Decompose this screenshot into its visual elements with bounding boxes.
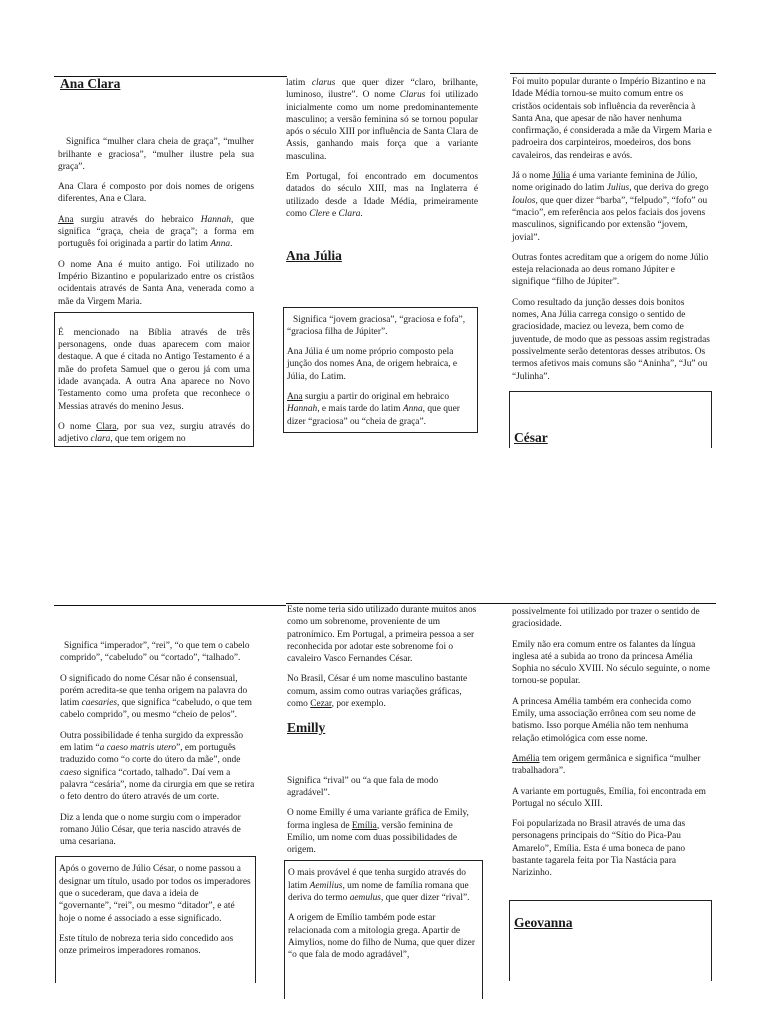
paragraph: A origem de Emílio também pode estar relacionada com a mitologia grega. Apartir de Aimylios, nome do filho de Numa, que quer dizer “o que fala de modo agradável”,: [288, 913, 475, 961]
paragraph: Este título de nobreza teria sido concedido aos onze primeiros imperadores romanos.: [59, 933, 234, 957]
paragraph: latim clarus que quer dizer “claro, brilhante, luminoso, ilustre”. O nome Clarus foi utilizado inicialmente como um nome predominantemente masculino; a versão feminina só se tornou popular após o século XIII por influência de Santa Clara de Assis, ganhando mais força que a variante masculina.: [286, 78, 479, 162]
paragraph: Este nome teria sido utilizado durante muitos anos como um sobrenome, proveniente de um patronímico. Em Portugal, a primeira pessoa a ser reconhecida por adotar este sobrenome foi o cavaleiro Vasco Fernandes César.: [287, 605, 477, 665]
paragraph: Ana Júlia é um nome próprio composto pela junção dos nomes Ana, de origem hebraica, e Júlia, do Latim.: [287, 347, 457, 382]
text-box: [283, 307, 478, 433]
paragraph: Diz a lenda que o nome surgiu com o imperador romano Júlio César, que teria nascido através de uma cesariana.: [60, 812, 241, 848]
paragraph: Significa “imperador”, “rei”, “o que tem o cabelo comprido”, “cabeludo” ou “cortado”, “talhado”.: [60, 641, 250, 664]
heading-cesar: César: [514, 429, 548, 445]
paragraph: Significa “mulher clara cheia de graça”, “mulher brilhante e graciosa”, “mulher ilustre pela sua graça”.: [58, 137, 254, 172]
text-box: [54, 312, 254, 447]
heading-ana-julia: Ana Júlia: [286, 248, 342, 264]
heading-geovanna: Geovanna: [514, 914, 573, 930]
paragraph: Após o governo de Júlio César, o nome passou a designar um título, usado por todos os imperadores que o sucederam, que dava a ideia de “governante”, “rei”, ou mesmo “ditador”, e até hoje o nome é associado a esse significado.: [59, 864, 251, 924]
paragraph: Em Portugal, foi encontrado em documentos datados do século XIII, mas na Inglaterra é utilizado desde a Idade Média, primeiramente como Clere e Clara.: [286, 172, 478, 219]
text-box: [284, 860, 483, 999]
paragraph: O nome Clara, por sua vez, surgiu através do adjetivo clara, que tem origem no: [58, 421, 250, 445]
paragraph: Emily não era comum entre os falantes da língua inglesa até a subida ao trono da princesa Amélia Sophia no século XVIII. No século seguinte, o nome tornou-se popular.: [512, 639, 710, 687]
heading-ana-clara: Ana Clara: [60, 76, 121, 91]
paragraph: Outra possibilidade é tenha surgido da expressão em latim “a caeso matris utero”, em português traduzido como “o corte do útero da mãe”, onde caeso significa “cortado, talhado”. Daí vem a palavra “cesária”, nome da cirurgia em que se retira o feto dentro do útero através de um corte.: [60, 730, 255, 803]
paragraph: Ana Clara é composto por dois nomes de origens diferentes, Ana e Clara.: [58, 182, 254, 205]
paragraph: O mais provável é que tenha surgido através do latim Aemilius, um nome de família romana que deriva do termo aemulus, que quer dizer “rival”.: [288, 868, 470, 904]
column-emilly: [287, 604, 483, 999]
heading-box: [509, 900, 712, 981]
paragraph: Já o nome Júlia é uma variante feminina de Júlio, nome originado do latim Julius, que deriva do grego Ioulos, que quer dizer “barba”, “felpudo”, “fofo” ou “macio”, em referência aos pelos faciais dos jovens masculinos, significando por extensão “jovem, jovial”.: [512, 171, 709, 243]
column-ana-clara: [58, 78, 254, 447]
paragraph: O significado do nome César não é consensual, porém acredita-se que tenha origem na palavra do latim caesaries, que significa “cabeludo, o que tem cabelo comprido”, ou mesmo “cheio de pelos”.: [60, 673, 252, 721]
paragraph: Foi muito popular durante o Império Bizantino e na Idade Média tornou-se muito comum entre os cristãos ocidentais sob influência da reverência à Santa Ana, que apesar de não haver nenhuma confirmação, é considerada a mãe da Virgem Maria e padroeira dos carpinteiros, moedeiros, dos bons cavaleiros, das rendeiras e avós.: [512, 77, 712, 161]
paragraph: O nome Emilly é uma variante gráfica de Emily, forma inglesa de Emília, versão feminina de Emílio, um nome com duas possibilidades de origem.: [287, 808, 469, 856]
paragraph: Ana surgiu a partir do original em hebraico Hannah, e mais tarde do latim Anna, que quer dizer “graciosa” ou “cheia de graça”.: [287, 392, 460, 427]
paragraph: Ana surgiu através do hebraico Hannah, que significa “graça, cheia de graça”; a forma em português foi originada a partir do latim Anna.: [58, 214, 254, 250]
paragraph: Significa “jovem graciosa”, “graciosa e fofa”, “graciosa filha de Júpiter”.: [287, 314, 466, 337]
paragraph: É mencionado na Bíblia através de três personagens, onde duas aparecem com maior destaque. A que é citada no Antigo Testamento é a mãe do profeta Samuel que o gerou já com uma idade avançada. A outra Ana aparece no Novo Testamento como uma profeta que reconhece o Messias através do menino Jesus.: [58, 327, 250, 412]
column-divider: [54, 605, 286, 606]
column-divider: [510, 73, 716, 74]
column-ana-julia: [286, 77, 478, 433]
paragraph: Amélia tem origem germânica e significa “mulher trabalhadora”.: [512, 753, 701, 777]
paragraph: possivelmente foi utilizado por trazer o sentido de graciosidade.: [512, 607, 700, 630]
column-divider: [510, 603, 716, 604]
paragraph: No Brasil, César é um nome masculino bastante comum, assim como outras variações gráficas, como Cezar, por exemplo.: [287, 674, 468, 710]
paragraph: Foi popularizada no Brasil através de uma das personagens principais do “Sítio do Pica-Pau Amarelo”, Emília. Esta é uma boneca de pano bastante tagarela feita por Tia Nastácia para Narizinho.: [512, 819, 686, 879]
paragraph: O nome Ana é muito antigo. Foi utilizado no Império Bizantino e popularizado entre os cristãos ocidentais através de Santa Ana, venerada como a mãe da Virgem Maria.: [58, 259, 254, 307]
paragraph: Outras fontes acreditam que a origem do nome Júlio esteja relacionada ao deus romano Júpiter e signifique “filho de Júpiter”.: [512, 252, 709, 288]
paragraph: Como resultado da junção desses dois bonitos nomes, Ana Júlia carrega consigo o sentido de graciosidade, maciez ou leveza, bem como de juventude, de modo que as pessoas assim registradas possivelmente serão detentoras desses atributos. Os termos afetivos mais comuns são “Aninha”, “Ju” ou “Julinha”.: [512, 297, 710, 382]
text-box: [55, 856, 256, 983]
heading-box: [509, 391, 712, 448]
column-ana-julia-cont: [512, 76, 712, 448]
paragraph: A variante em português, Emília, foi encontrada em Portugal no século XIII.: [512, 786, 706, 809]
heading-emilly: Emilly: [287, 720, 326, 736]
column-cesar: [60, 640, 256, 983]
paragraph: Significa “rival” ou “a que fala de modo agradável”.: [287, 775, 439, 798]
column-emilly-cont: [512, 606, 712, 981]
paragraph: A princesa Amélia também era conhecida como Emily, uma associação errônea com seu nome de batismo. Isso porque Amélia não tem nenhuma relação etimológica com esse nome.: [512, 696, 696, 744]
